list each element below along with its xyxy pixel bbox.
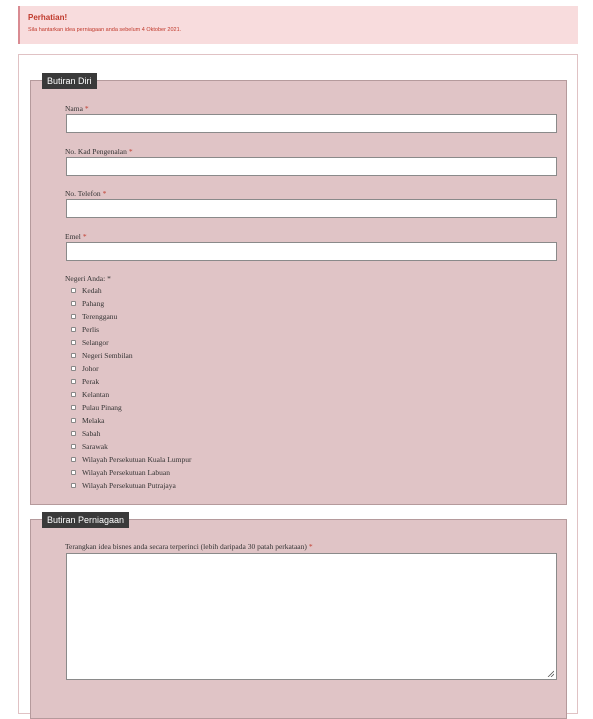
resize-grip-icon[interactable] <box>547 670 554 677</box>
state-checkbox[interactable] <box>71 457 76 462</box>
business-details-legend: Butiran Perniagaan <box>42 512 129 528</box>
state-option-label: Pahang <box>82 299 105 308</box>
state-checkbox[interactable] <box>71 366 76 371</box>
state-option[interactable] <box>71 479 176 492</box>
state-option-label: Kelantan <box>82 390 110 399</box>
state-option-label: Wilayah Persekutuan Putrajaya <box>82 481 176 490</box>
personal-details-fieldset <box>30 76 567 505</box>
email-input[interactable] <box>66 242 557 261</box>
state-option-label: Selangor <box>82 338 109 347</box>
state-checkbox[interactable] <box>71 431 76 436</box>
state-option-label: Kedah <box>82 286 102 295</box>
name-input[interactable] <box>66 114 557 133</box>
state-option-label: Perlis <box>82 325 100 334</box>
state-option-label: Johor <box>82 364 99 373</box>
state-checkbox[interactable] <box>71 444 76 449</box>
state-checkbox[interactable] <box>71 392 76 397</box>
business-details-fieldset <box>30 515 567 719</box>
state-checkbox[interactable] <box>71 327 76 332</box>
alert-message: Sila hantarkan idea perniagaan anda sebelum 4 Oktober 2021. <box>28 27 182 33</box>
state-checkbox[interactable] <box>71 353 76 358</box>
business-idea-textarea[interactable] <box>66 553 557 680</box>
name-label: Nama * <box>65 104 89 113</box>
state-checkbox[interactable] <box>71 418 76 423</box>
state-option[interactable] <box>71 349 133 362</box>
state-checkbox[interactable] <box>71 340 76 345</box>
state-option[interactable] <box>71 453 191 466</box>
state-option[interactable] <box>71 414 105 427</box>
state-option[interactable] <box>71 401 122 414</box>
state-option-label: Perak <box>82 377 100 386</box>
state-option[interactable] <box>71 440 108 453</box>
notice-alert <box>18 6 578 44</box>
state-checkbox[interactable] <box>71 379 76 384</box>
state-checkbox[interactable] <box>71 314 76 319</box>
ic-number-input[interactable] <box>66 157 557 176</box>
state-option-label: Melaka <box>82 416 105 425</box>
application-form <box>18 54 578 714</box>
business-idea-label: Terangkan idea bisnes anda secara terperinci (lebih daripada 30 patah perkataan) * <box>65 542 313 551</box>
state-option-label: Sabah <box>82 429 101 438</box>
state-option-label: Negeri Sembilan <box>82 351 133 360</box>
phone-input[interactable] <box>66 199 557 218</box>
state-option[interactable] <box>71 323 99 336</box>
state-option[interactable] <box>71 297 104 310</box>
alert-title: Perhatian! <box>28 13 68 22</box>
state-option[interactable] <box>71 362 99 375</box>
personal-details-legend: Butiran Diri <box>42 73 97 89</box>
ic-number-label: No. Kad Pengenalan * <box>65 147 133 156</box>
state-option-label: Wilayah Persekutuan Labuan <box>82 468 171 477</box>
state-checkbox[interactable] <box>71 470 76 475</box>
state-option[interactable] <box>71 466 170 479</box>
phone-label: No. Telefon * <box>65 189 107 198</box>
state-option[interactable] <box>71 427 100 440</box>
state-checkbox[interactable] <box>71 483 76 488</box>
state-checkbox[interactable] <box>71 288 76 293</box>
email-label: Emel * <box>65 232 87 241</box>
state-option[interactable] <box>71 284 102 297</box>
state-option-label: Terengganu <box>82 312 118 321</box>
state-checkbox[interactable] <box>71 405 76 410</box>
state-option[interactable] <box>71 310 117 323</box>
state-option-label: Pulau Pinang <box>82 403 122 412</box>
state-option-label: Sarawak <box>82 442 108 451</box>
state-option[interactable] <box>71 388 109 401</box>
state-checkbox[interactable] <box>71 301 76 306</box>
state-group-label: Negeri Anda: * <box>65 274 111 283</box>
state-option[interactable] <box>71 336 109 349</box>
state-option-label: Wilayah Persekutuan Kuala Lumpur <box>82 455 192 464</box>
state-option[interactable] <box>71 375 99 388</box>
